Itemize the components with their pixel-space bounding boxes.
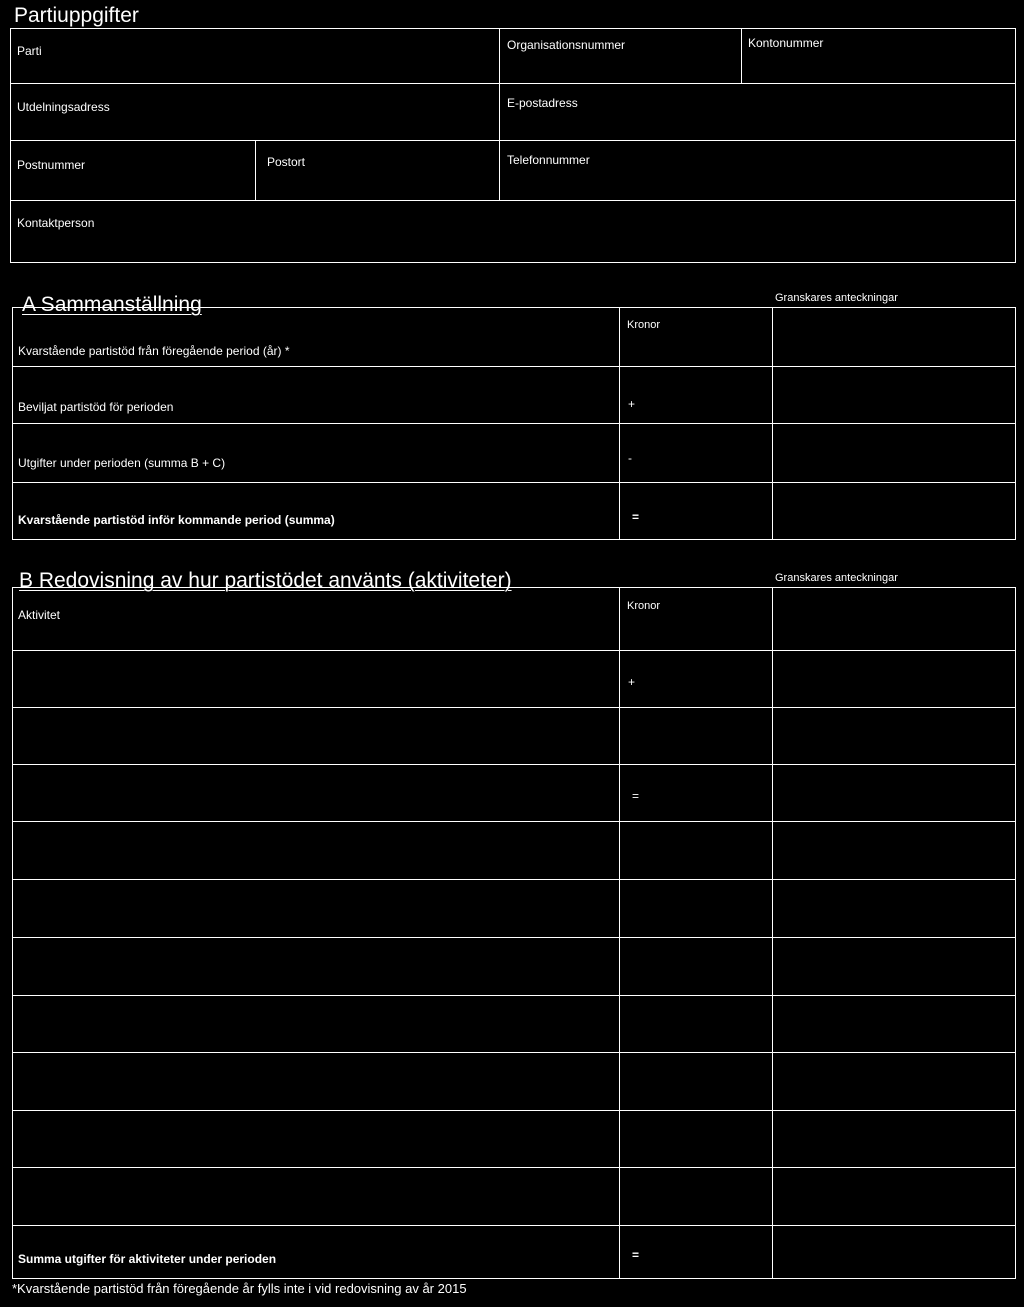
account-number-field[interactable]: Kontonummer	[748, 36, 824, 50]
email-field[interactable]: E-postadress	[507, 96, 578, 110]
address-field[interactable]: Utdelningsadress	[17, 100, 110, 114]
section-a-amount-cell-2[interactable]	[621, 368, 771, 422]
phone-field[interactable]: Telefonnummer	[507, 153, 590, 167]
section-a-amount-cell-4[interactable]	[621, 484, 771, 539]
parti-field[interactable]: Parti	[17, 44, 42, 58]
remaining-next-label: Kvarstående partistöd inför kommande period (summa)	[18, 513, 335, 527]
remaining-previous-label: Kvarstående partistöd från föregående period (år) *	[18, 344, 290, 358]
expenses-minus-sign: -	[628, 451, 632, 465]
party-section-title: Partiuppgifter	[14, 4, 139, 27]
activities-sum-label: Summa utgifter för aktiviteter under perioden	[18, 1252, 277, 1266]
postal-code-field[interactable]: Postnummer	[17, 158, 86, 172]
city-field[interactable]: Postort	[267, 155, 306, 169]
activity-row-equals-sign: =	[632, 789, 640, 803]
section-b-currency-header: Kronor	[627, 600, 661, 612]
activity-input-row-3[interactable]	[14, 766, 618, 820]
activity-sum-amount-cell[interactable]	[621, 1227, 771, 1277]
granted-support-label: Beviljat partistöd för perioden	[18, 400, 174, 414]
activities-sum-equals-sign: =	[632, 1248, 640, 1262]
section-b-title: B Redovisning av hur partistödet använts (aktiviteter)	[19, 569, 512, 592]
activity-input-row-1[interactable]	[14, 652, 618, 706]
section-a-amount-cell-3[interactable]	[621, 425, 771, 481]
org-number-field[interactable]: Organisationsnummer	[507, 38, 626, 52]
section-a-currency-header: Kronor	[627, 319, 661, 331]
granted-support-plus-sign: +	[628, 397, 636, 411]
footnote: *Kvarstående partistöd från föregående år fylls inte i vid redovisning av år 2015	[12, 1281, 467, 1296]
party-info-table	[10, 28, 1016, 263]
activity-row-plus-sign: +	[628, 675, 636, 689]
remaining-next-equals-sign: =	[632, 510, 640, 524]
section-a-reviewer-notes-header: Granskares anteckningar	[775, 292, 898, 304]
activity-column-header: Aktivitet	[18, 608, 61, 622]
contact-person-field[interactable]: Kontaktperson	[17, 216, 95, 230]
expenses-label: Utgifter under perioden (summa B + C)	[18, 456, 226, 470]
section-b-reviewer-notes-header: Granskares anteckningar	[775, 572, 898, 584]
section-a-amount-cell-1[interactable]	[621, 309, 771, 365]
activity-input-row-2[interactable]	[14, 709, 618, 763]
section-a-title: A Sammanställning	[22, 293, 202, 316]
